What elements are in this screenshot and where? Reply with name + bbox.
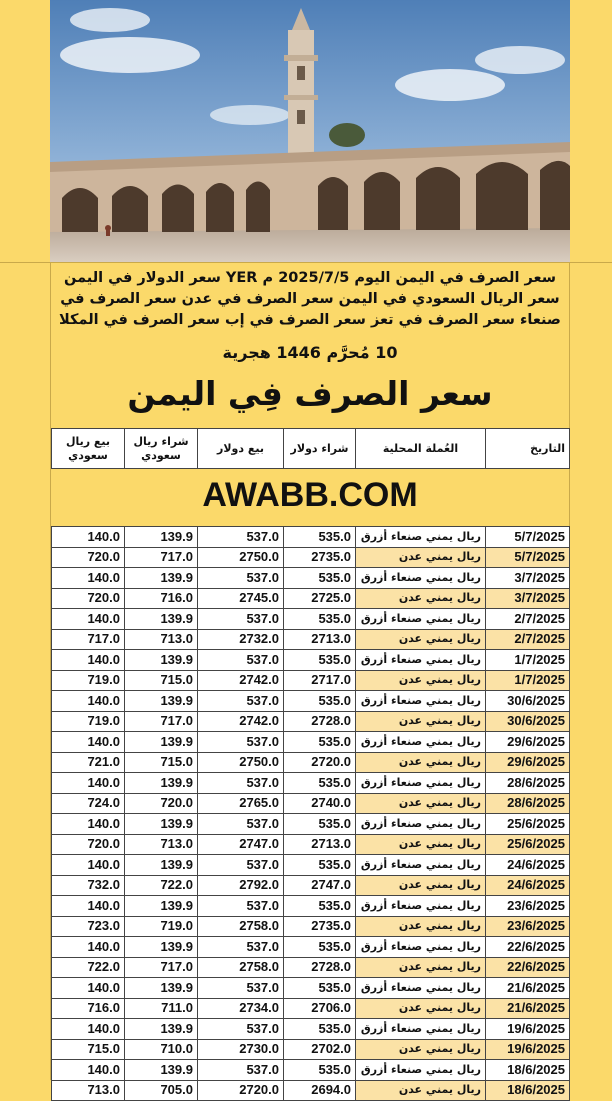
- usd-buy-cell: 535.0: [284, 732, 356, 753]
- usd-sell-cell: 2750.0: [198, 547, 284, 568]
- date-cell: 25/6/2025: [486, 834, 570, 855]
- usd-buy-cell: 2720.0: [284, 752, 356, 773]
- table-row: [52, 834, 570, 855]
- currency-cell: ريال يمني صنعاء أزرق: [356, 855, 486, 876]
- header-usd-sell: بيع دولار: [198, 429, 284, 469]
- table-row: [52, 957, 570, 978]
- currency-cell: ريال يمني عدن: [356, 1080, 486, 1101]
- usd-buy-cell: 2717.0: [284, 670, 356, 691]
- sar-buy-cell: 720.0: [125, 793, 198, 814]
- usd-buy-cell: 535.0: [284, 937, 356, 958]
- sar-buy-cell: 713.0: [125, 629, 198, 650]
- sar-sell-cell: 717.0: [52, 629, 125, 650]
- usd-sell-cell: 2742.0: [198, 711, 284, 732]
- table-row: [52, 998, 570, 1019]
- usd-sell-cell: 2734.0: [198, 998, 284, 1019]
- usd-buy-cell: 2747.0: [284, 875, 356, 896]
- usd-sell-cell: 2747.0: [198, 834, 284, 855]
- sar-sell-cell: 720.0: [52, 547, 125, 568]
- table-row: [52, 793, 570, 814]
- date-cell: 29/6/2025: [486, 732, 570, 753]
- sar-buy-cell: 139.9: [125, 691, 198, 712]
- sar-sell-cell: 722.0: [52, 957, 125, 978]
- sar-buy-cell: 139.9: [125, 814, 198, 835]
- sar-sell-cell: 140.0: [52, 691, 125, 712]
- date-cell: 23/6/2025: [486, 916, 570, 937]
- usd-buy-cell: 2740.0: [284, 793, 356, 814]
- currency-cell: ريال يمني عدن: [356, 998, 486, 1019]
- hijri-date: 10 مُحرَّم 1446 هجرية: [222, 343, 398, 362]
- usd-sell-cell: 537.0: [198, 773, 284, 794]
- usd-sell-cell: 2742.0: [198, 670, 284, 691]
- usd-sell-cell: 2745.0: [198, 588, 284, 609]
- sar-buy-cell: 139.9: [125, 650, 198, 671]
- sar-sell-cell: 719.0: [52, 711, 125, 732]
- currency-cell: ريال يمني عدن: [356, 793, 486, 814]
- table-row: [52, 855, 570, 876]
- section-divider: [0, 262, 612, 263]
- currency-cell: ريال يمني صنعاء أزرق: [356, 568, 486, 589]
- usd-buy-cell: 2706.0: [284, 998, 356, 1019]
- currency-cell: ريال يمني عدن: [356, 670, 486, 691]
- header-currency: العُملة المحلية: [356, 429, 486, 469]
- table-row: [52, 691, 570, 712]
- sar-sell-cell: 715.0: [52, 1039, 125, 1060]
- header-sar-sell: بيع ريال سعودي: [52, 429, 125, 469]
- sar-sell-cell: 140.0: [52, 773, 125, 794]
- usd-sell-cell: 2792.0: [198, 875, 284, 896]
- table-row: [52, 547, 570, 568]
- sar-sell-cell: 140.0: [52, 609, 125, 630]
- date-cell: 21/6/2025: [486, 978, 570, 999]
- currency-cell: ريال يمني صنعاء أزرق: [356, 1060, 486, 1081]
- header-usd-buy: شراء دولار: [284, 429, 356, 469]
- usd-buy-cell: 535.0: [284, 773, 356, 794]
- usd-sell-cell: 2758.0: [198, 916, 284, 937]
- usd-buy-cell: 2728.0: [284, 711, 356, 732]
- sar-buy-cell: 139.9: [125, 1019, 198, 1040]
- currency-cell: ريال يمني صنعاء أزرق: [356, 978, 486, 999]
- header-date: التاريخ: [486, 429, 570, 469]
- sar-sell-cell: 719.0: [52, 670, 125, 691]
- table-header: [51, 428, 570, 469]
- table-row: [52, 527, 570, 548]
- sar-buy-cell: 139.9: [125, 773, 198, 794]
- usd-sell-cell: 537.0: [198, 978, 284, 999]
- usd-buy-cell: 2728.0: [284, 957, 356, 978]
- date-cell: 25/6/2025: [486, 814, 570, 835]
- currency-cell: ريال يمني صنعاء أزرق: [356, 527, 486, 548]
- sar-buy-cell: 722.0: [125, 875, 198, 896]
- sar-buy-cell: 705.0: [125, 1080, 198, 1101]
- date-cell: 18/6/2025: [486, 1080, 570, 1101]
- sar-sell-cell: 140.0: [52, 568, 125, 589]
- sar-sell-cell: 720.0: [52, 834, 125, 855]
- date-cell: 19/6/2025: [486, 1019, 570, 1040]
- sar-sell-cell: 724.0: [52, 793, 125, 814]
- sar-buy-cell: 719.0: [125, 916, 198, 937]
- table-row: [52, 875, 570, 896]
- date-cell: 2/7/2025: [486, 629, 570, 650]
- sar-sell-cell: 140.0: [52, 855, 125, 876]
- sar-sell-cell: 140.0: [52, 978, 125, 999]
- usd-buy-cell: 2702.0: [284, 1039, 356, 1060]
- table-row: [52, 588, 570, 609]
- table-row: [52, 670, 570, 691]
- table-row: [52, 609, 570, 630]
- date-cell: 22/6/2025: [486, 937, 570, 958]
- table-row: [52, 1060, 570, 1081]
- sar-sell-cell: 713.0: [52, 1080, 125, 1101]
- date-cell: 28/6/2025: [486, 793, 570, 814]
- date-cell: 23/6/2025: [486, 896, 570, 917]
- date-cell: 5/7/2025: [486, 527, 570, 548]
- currency-cell: ريال يمني صنعاء أزرق: [356, 650, 486, 671]
- table-row: [52, 814, 570, 835]
- usd-sell-cell: 537.0: [198, 732, 284, 753]
- usd-sell-cell: 2732.0: [198, 629, 284, 650]
- date-cell: 18/6/2025: [486, 1060, 570, 1081]
- sar-buy-cell: 711.0: [125, 998, 198, 1019]
- date-cell: 29/6/2025: [486, 752, 570, 773]
- usd-buy-cell: 535.0: [284, 1019, 356, 1040]
- sar-buy-cell: 717.0: [125, 547, 198, 568]
- sar-sell-cell: 140.0: [52, 1019, 125, 1040]
- mosque-illustration: [50, 0, 570, 262]
- usd-sell-cell: 537.0: [198, 568, 284, 589]
- usd-sell-cell: 2730.0: [198, 1039, 284, 1060]
- usd-sell-cell: 537.0: [198, 650, 284, 671]
- sar-sell-cell: 716.0: [52, 998, 125, 1019]
- sar-sell-cell: 721.0: [52, 752, 125, 773]
- table-row: [52, 568, 570, 589]
- usd-sell-cell: 537.0: [198, 937, 284, 958]
- rates-table-body: [52, 527, 570, 1101]
- currency-cell: ريال يمني صنعاء أزرق: [356, 896, 486, 917]
- table-row: [52, 752, 570, 773]
- header-row: [52, 429, 570, 469]
- usd-buy-cell: 535.0: [284, 1060, 356, 1081]
- currency-cell: ريال يمني عدن: [356, 916, 486, 937]
- usd-sell-cell: 2720.0: [198, 1080, 284, 1101]
- page-title: سعر الصرف فِي اليمن: [127, 374, 493, 413]
- table-row: [52, 1019, 570, 1040]
- table-row: [52, 773, 570, 794]
- sar-sell-cell: 720.0: [52, 588, 125, 609]
- usd-sell-cell: 537.0: [198, 855, 284, 876]
- date-cell: 24/6/2025: [486, 875, 570, 896]
- currency-cell: ريال يمني عدن: [356, 875, 486, 896]
- currency-cell: ريال يمني صنعاء أزرق: [356, 937, 486, 958]
- sar-buy-cell: 139.9: [125, 609, 198, 630]
- usd-buy-cell: 2735.0: [284, 547, 356, 568]
- sar-buy-cell: 139.9: [125, 978, 198, 999]
- sar-buy-cell: 715.0: [125, 752, 198, 773]
- usd-buy-cell: 2713.0: [284, 629, 356, 650]
- currency-cell: ريال يمني صنعاء أزرق: [356, 814, 486, 835]
- sar-buy-cell: 139.9: [125, 732, 198, 753]
- table-row: [52, 916, 570, 937]
- sar-sell-cell: 140.0: [52, 937, 125, 958]
- sar-buy-cell: 716.0: [125, 588, 198, 609]
- usd-buy-cell: 2725.0: [284, 588, 356, 609]
- date-cell: 2/7/2025: [486, 609, 570, 630]
- site-watermark: AWABB.COM: [202, 476, 418, 514]
- currency-cell: ريال يمني عدن: [356, 547, 486, 568]
- sar-buy-cell: 710.0: [125, 1039, 198, 1060]
- date-cell: 5/7/2025: [486, 547, 570, 568]
- mosque-photo: [50, 0, 570, 262]
- currency-cell: ريال يمني صنعاء أزرق: [356, 609, 486, 630]
- currency-cell: ريال يمني عدن: [356, 752, 486, 773]
- usd-buy-cell: 535.0: [284, 609, 356, 630]
- sar-sell-cell: 140.0: [52, 732, 125, 753]
- usd-buy-cell: 535.0: [284, 896, 356, 917]
- table-row: [52, 896, 570, 917]
- currency-cell: ريال يمني عدن: [356, 957, 486, 978]
- usd-buy-cell: 535.0: [284, 568, 356, 589]
- date-cell: 3/7/2025: [486, 588, 570, 609]
- date-cell: 28/6/2025: [486, 773, 570, 794]
- usd-sell-cell: 537.0: [198, 527, 284, 548]
- date-cell: 30/6/2025: [486, 691, 570, 712]
- table-row: [52, 1080, 570, 1101]
- usd-sell-cell: 537.0: [198, 1060, 284, 1081]
- currency-cell: ريال يمني عدن: [356, 629, 486, 650]
- currency-cell: ريال يمني عدن: [356, 834, 486, 855]
- table-row: [52, 937, 570, 958]
- usd-buy-cell: 535.0: [284, 650, 356, 671]
- date-cell: 19/6/2025: [486, 1039, 570, 1060]
- sar-sell-cell: 140.0: [52, 527, 125, 548]
- table-row: [52, 978, 570, 999]
- currency-cell: ريال يمني عدن: [356, 588, 486, 609]
- usd-buy-cell: 2694.0: [284, 1080, 356, 1101]
- sar-buy-cell: 139.9: [125, 855, 198, 876]
- usd-buy-cell: 2735.0: [284, 916, 356, 937]
- currency-cell: ريال يمني صنعاء أزرق: [356, 1019, 486, 1040]
- sar-sell-cell: 723.0: [52, 916, 125, 937]
- usd-buy-cell: 535.0: [284, 978, 356, 999]
- sar-sell-cell: 732.0: [52, 875, 125, 896]
- sar-buy-cell: 139.9: [125, 1060, 198, 1081]
- usd-sell-cell: 537.0: [198, 814, 284, 835]
- usd-buy-cell: 535.0: [284, 691, 356, 712]
- sar-buy-cell: 717.0: [125, 957, 198, 978]
- header-sar-buy: شراء ريال سعودي: [125, 429, 198, 469]
- sar-buy-cell: 139.9: [125, 568, 198, 589]
- table-row: [52, 629, 570, 650]
- table-row: [52, 711, 570, 732]
- usd-buy-cell: 2713.0: [284, 834, 356, 855]
- currency-cell: ريال يمني صنعاء أزرق: [356, 773, 486, 794]
- table-row: [52, 1039, 570, 1060]
- usd-buy-cell: 535.0: [284, 855, 356, 876]
- date-cell: 30/6/2025: [486, 711, 570, 732]
- table-row: [52, 732, 570, 753]
- usd-buy-cell: 535.0: [284, 814, 356, 835]
- rates-table: [51, 526, 570, 1101]
- date-cell: 1/7/2025: [486, 650, 570, 671]
- date-cell: 22/6/2025: [486, 957, 570, 978]
- sar-buy-cell: 139.9: [125, 896, 198, 917]
- date-cell: 1/7/2025: [486, 670, 570, 691]
- currency-cell: ريال يمني صنعاء أزرق: [356, 732, 486, 753]
- sar-buy-cell: 139.9: [125, 527, 198, 548]
- sar-sell-cell: 140.0: [52, 650, 125, 671]
- sar-sell-cell: 140.0: [52, 814, 125, 835]
- sar-buy-cell: 715.0: [125, 670, 198, 691]
- currency-cell: ريال يمني عدن: [356, 711, 486, 732]
- usd-sell-cell: 2765.0: [198, 793, 284, 814]
- currency-cell: ريال يمني عدن: [356, 1039, 486, 1060]
- date-cell: 24/6/2025: [486, 855, 570, 876]
- date-cell: 3/7/2025: [486, 568, 570, 589]
- currency-cell: ريال يمني صنعاء أزرق: [356, 691, 486, 712]
- usd-sell-cell: 2750.0: [198, 752, 284, 773]
- usd-buy-cell: 535.0: [284, 527, 356, 548]
- sar-buy-cell: 139.9: [125, 937, 198, 958]
- sar-sell-cell: 140.0: [52, 1060, 125, 1081]
- usd-sell-cell: 537.0: [198, 896, 284, 917]
- date-cell: 21/6/2025: [486, 998, 570, 1019]
- usd-sell-cell: 537.0: [198, 691, 284, 712]
- usd-sell-cell: 537.0: [198, 609, 284, 630]
- usd-sell-cell: 2758.0: [198, 957, 284, 978]
- headline-text: سعر الصرف في اليمن اليوم 2025/7/5 م YER سعر الدولار في اليمن سعر الريال السعودي في اليمن سعر الصرف في عدن سعر الصرف في صنعاء سعر الصرف في تعز سعر الصرف في إب سعر الصرف في المكلا: [59, 270, 561, 328]
- table-row: [52, 650, 570, 671]
- sar-sell-cell: 140.0: [52, 896, 125, 917]
- sar-buy-cell: 713.0: [125, 834, 198, 855]
- usd-sell-cell: 537.0: [198, 1019, 284, 1040]
- sar-buy-cell: 717.0: [125, 711, 198, 732]
